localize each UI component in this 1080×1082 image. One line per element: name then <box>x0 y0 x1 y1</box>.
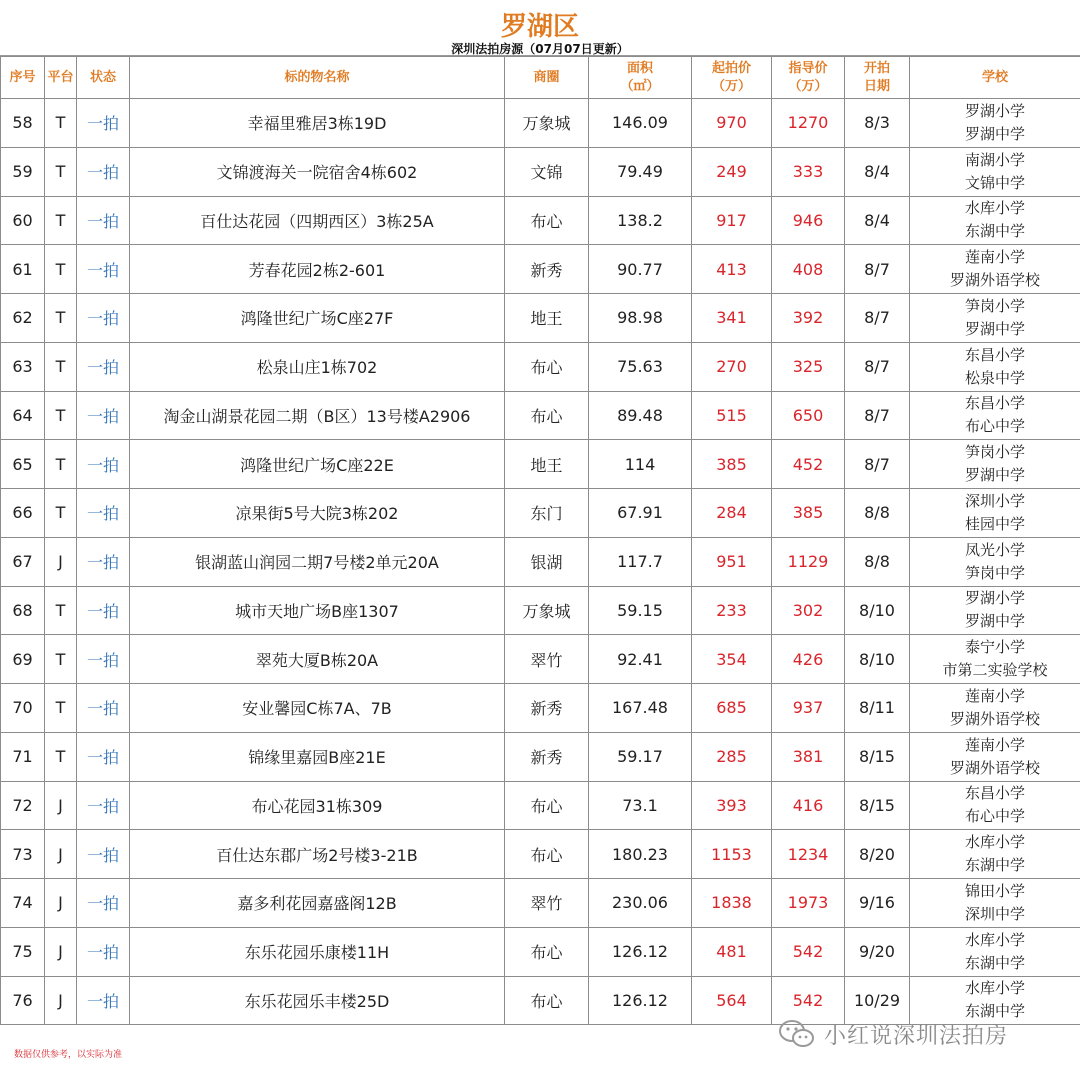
cell-status: 一拍 <box>77 342 130 391</box>
cell-name: 翠苑大厦B栋20A <box>130 635 505 684</box>
cell-seq: 65 <box>1 440 45 489</box>
cell-status: 一拍 <box>77 99 130 148</box>
cell-seq: 74 <box>1 879 45 928</box>
cell-name: 百仕达东郡广场2号楼3-21B <box>130 830 505 879</box>
cell-seq: 59 <box>1 147 45 196</box>
cell-area: 114 <box>589 440 692 489</box>
cell-school <box>910 732 1080 781</box>
cell-platform: T <box>45 391 77 440</box>
col-header-seq: 序号 <box>1 57 45 99</box>
table-row <box>1 391 1080 440</box>
cell-start-price: 951 <box>692 537 772 586</box>
cell-start-price: 970 <box>692 99 772 148</box>
cell-seq: 71 <box>1 732 45 781</box>
cell-date: 8/8 <box>845 537 910 586</box>
table-row <box>1 294 1080 343</box>
cell-status: 一拍 <box>77 147 130 196</box>
cell-status: 一拍 <box>77 245 130 294</box>
cell-guide-price: 385 <box>772 489 845 538</box>
cell-name: 锦缘里嘉园B座21E <box>130 732 505 781</box>
cell-status: 一拍 <box>77 927 130 976</box>
cell-date: 8/20 <box>845 830 910 879</box>
watermark <box>778 1018 1008 1050</box>
col-header-district: 商圈 <box>505 57 589 99</box>
cell-start-price: 1153 <box>692 830 772 879</box>
cell-name: 城市天地广场B座1307 <box>130 586 505 635</box>
table-row <box>1 927 1080 976</box>
cell-school <box>910 586 1080 635</box>
cell-district: 新秀 <box>505 245 589 294</box>
cell-guide-price: 542 <box>772 976 845 1025</box>
cell-district: 新秀 <box>505 732 589 781</box>
school-primary: 东昌小学 <box>964 345 1025 364</box>
cell-area: 126.12 <box>589 976 692 1025</box>
cell-district: 地王 <box>505 294 589 343</box>
cell-area: 90.77 <box>589 245 692 294</box>
school-secondary: 市第二实验学校 <box>942 661 1048 680</box>
table-row <box>1 440 1080 489</box>
cell-seq: 58 <box>1 99 45 148</box>
cell-platform: T <box>45 294 77 343</box>
cell-name: 幸福里雅居3栋19D <box>130 99 505 148</box>
cell-platform: T <box>45 440 77 489</box>
cell-district: 文锦 <box>505 147 589 196</box>
cell-guide-price: 325 <box>772 342 845 391</box>
cell-platform: T <box>45 147 77 196</box>
cell-school <box>910 147 1080 196</box>
cell-area: 146.09 <box>589 99 692 148</box>
table-row <box>1 245 1080 294</box>
cell-status: 一拍 <box>77 586 130 635</box>
school-secondary: 罗湖中学 <box>964 466 1025 485</box>
cell-start-price: 1838 <box>692 879 772 928</box>
cell-seq: 66 <box>1 489 45 538</box>
cell-start-price: 354 <box>692 635 772 684</box>
cell-platform: T <box>45 99 77 148</box>
header-row <box>1 57 1080 99</box>
cell-school <box>910 440 1080 489</box>
cell-platform: T <box>45 245 77 294</box>
school-secondary: 布心中学 <box>964 417 1025 436</box>
col-header-start-price: 起拍价 （万） <box>692 57 772 99</box>
cell-status: 一拍 <box>77 391 130 440</box>
cell-status: 一拍 <box>77 976 130 1025</box>
cell-name: 嘉多利花园嘉盛阁12B <box>130 879 505 928</box>
cell-guide-price: 302 <box>772 586 845 635</box>
cell-platform: T <box>45 586 77 635</box>
school-secondary: 松泉中学 <box>964 368 1025 387</box>
cell-guide-price: 1270 <box>772 99 845 148</box>
col-header-date: 开拍 日期 <box>845 57 910 99</box>
table-row <box>1 684 1080 733</box>
cell-school <box>910 927 1080 976</box>
cell-guide-price: 946 <box>772 196 845 245</box>
cell-start-price: 564 <box>692 976 772 1025</box>
cell-status: 一拍 <box>77 732 130 781</box>
cell-date: 10/29 <box>845 976 910 1025</box>
school-secondary: 东湖中学 <box>964 953 1025 972</box>
school-secondary: 罗湖外语学校 <box>949 709 1040 728</box>
cell-school <box>910 537 1080 586</box>
table-row <box>1 489 1080 538</box>
cell-name: 鸿隆世纪广场C座27F <box>130 294 505 343</box>
cell-date: 8/7 <box>845 391 910 440</box>
cell-seq: 70 <box>1 684 45 733</box>
cell-area: 79.49 <box>589 147 692 196</box>
cell-platform: T <box>45 342 77 391</box>
cell-platform: J <box>45 879 77 928</box>
cell-area: 75.63 <box>589 342 692 391</box>
cell-school <box>910 342 1080 391</box>
table-row <box>1 586 1080 635</box>
cell-district: 万象城 <box>505 586 589 635</box>
cell-date: 8/15 <box>845 732 910 781</box>
cell-platform: J <box>45 781 77 830</box>
school-primary: 东昌小学 <box>964 394 1025 413</box>
cell-district: 布心 <box>505 781 589 830</box>
cell-seq: 75 <box>1 927 45 976</box>
cell-district: 布心 <box>505 391 589 440</box>
cell-seq: 67 <box>1 537 45 586</box>
cell-district: 布心 <box>505 927 589 976</box>
cell-area: 167.48 <box>589 684 692 733</box>
cell-status: 一拍 <box>77 440 130 489</box>
cell-seq: 64 <box>1 391 45 440</box>
cell-district: 翠竹 <box>505 635 589 684</box>
table-row <box>1 537 1080 586</box>
school-primary: 莲南小学 <box>964 735 1025 754</box>
cell-start-price: 284 <box>692 489 772 538</box>
cell-name: 文锦渡海关一院宿舍4栋602 <box>130 147 505 196</box>
school-primary: 东昌小学 <box>964 784 1025 803</box>
school-primary: 莲南小学 <box>964 686 1025 705</box>
cell-start-price: 917 <box>692 196 772 245</box>
cell-name: 芳春花园2栋2-601 <box>130 245 505 294</box>
school-primary: 笋岗小学 <box>964 296 1025 315</box>
cell-area: 59.15 <box>589 586 692 635</box>
cell-name: 安业馨园C栋7A、7B <box>130 684 505 733</box>
cell-district: 布心 <box>505 342 589 391</box>
cell-guide-price: 1234 <box>772 830 845 879</box>
cell-seq: 61 <box>1 245 45 294</box>
cell-district: 新秀 <box>505 684 589 733</box>
table-row <box>1 147 1080 196</box>
cell-area: 180.23 <box>589 830 692 879</box>
cell-seq: 60 <box>1 196 45 245</box>
table-row <box>1 635 1080 684</box>
page-title: 罗湖区 <box>500 12 579 42</box>
cell-platform: T <box>45 489 77 538</box>
cell-district: 银湖 <box>505 537 589 586</box>
cell-school <box>910 196 1080 245</box>
cell-status: 一拍 <box>77 830 130 879</box>
col-header-school: 学校 <box>910 57 1080 99</box>
cell-area: 230.06 <box>589 879 692 928</box>
cell-platform: T <box>45 732 77 781</box>
cell-school <box>910 294 1080 343</box>
cell-name: 松泉山庄1栋702 <box>130 342 505 391</box>
school-secondary: 桂园中学 <box>964 514 1025 533</box>
cell-date: 8/4 <box>845 147 910 196</box>
page-subtitle: 深圳法拍房源（07月07日更新） <box>451 42 629 56</box>
school-primary: 凤光小学 <box>964 540 1025 559</box>
cell-area: 126.12 <box>589 927 692 976</box>
cell-guide-price: 392 <box>772 294 845 343</box>
wechat-icon <box>778 1019 816 1049</box>
cell-name: 鸿隆世纪广场C座22E <box>130 440 505 489</box>
cell-area: 138.2 <box>589 196 692 245</box>
cell-date: 8/15 <box>845 781 910 830</box>
cell-area: 59.17 <box>589 732 692 781</box>
cell-platform: J <box>45 537 77 586</box>
cell-start-price: 515 <box>692 391 772 440</box>
cell-date: 9/16 <box>845 879 910 928</box>
school-secondary: 东湖中学 <box>964 1002 1025 1021</box>
watermark-text: 小红说深圳法拍房 <box>824 1023 1009 1049</box>
school-primary: 莲南小学 <box>964 248 1025 267</box>
cell-seq: 73 <box>1 830 45 879</box>
table-row <box>1 99 1080 148</box>
school-primary: 水库小学 <box>964 979 1025 998</box>
cell-start-price: 685 <box>692 684 772 733</box>
listing-table <box>0 56 1080 1025</box>
table-row <box>1 196 1080 245</box>
school-primary: 深圳小学 <box>964 491 1025 510</box>
cell-district: 东门 <box>505 489 589 538</box>
cell-date: 8/8 <box>845 489 910 538</box>
cell-seq: 69 <box>1 635 45 684</box>
col-header-name: 标的物名称 <box>130 57 505 99</box>
school-primary: 罗湖小学 <box>964 101 1025 120</box>
cell-seq: 62 <box>1 294 45 343</box>
cell-guide-price: 542 <box>772 927 845 976</box>
school-primary: 水库小学 <box>964 833 1025 852</box>
cell-area: 117.7 <box>589 537 692 586</box>
cell-date: 8/7 <box>845 294 910 343</box>
school-primary: 水库小学 <box>964 199 1025 218</box>
cell-start-price: 481 <box>692 927 772 976</box>
school-secondary: 罗湖外语学校 <box>949 271 1040 290</box>
school-secondary: 罗湖外语学校 <box>949 758 1040 777</box>
cell-school <box>910 391 1080 440</box>
school-primary: 锦田小学 <box>964 881 1025 900</box>
cell-school <box>910 781 1080 830</box>
cell-guide-price: 426 <box>772 635 845 684</box>
cell-guide-price: 1973 <box>772 879 845 928</box>
cell-area: 67.91 <box>589 489 692 538</box>
cell-platform: T <box>45 684 77 733</box>
cell-status: 一拍 <box>77 684 130 733</box>
disclaimer-note: 数据仅供参考，以实际为准 <box>14 1050 123 1060</box>
col-header-guide-price: 指导价 （万） <box>772 57 845 99</box>
cell-district: 布心 <box>505 196 589 245</box>
school-primary: 泰宁小学 <box>964 638 1025 657</box>
col-header-area: 面积 （㎡） <box>589 57 692 99</box>
school-secondary: 罗湖中学 <box>964 319 1025 338</box>
school-secondary: 罗湖中学 <box>964 612 1025 631</box>
cell-seq: 72 <box>1 781 45 830</box>
school-secondary: 罗湖中学 <box>964 124 1025 143</box>
school-secondary: 东湖中学 <box>964 222 1025 241</box>
cell-date: 8/11 <box>845 684 910 733</box>
school-secondary: 深圳中学 <box>964 904 1025 923</box>
cell-date: 8/7 <box>845 440 910 489</box>
school-primary: 笋岗小学 <box>964 443 1025 462</box>
school-secondary: 文锦中学 <box>964 173 1025 192</box>
cell-start-price: 341 <box>692 294 772 343</box>
col-header-platform: 平台 <box>45 57 77 99</box>
col-header-status: 状态 <box>77 57 130 99</box>
cell-district: 地王 <box>505 440 589 489</box>
cell-platform: J <box>45 830 77 879</box>
cell-guide-price: 650 <box>772 391 845 440</box>
cell-date: 8/10 <box>845 586 910 635</box>
cell-name: 银湖蓝山润园二期7号楼2单元20A <box>130 537 505 586</box>
cell-district: 布心 <box>505 830 589 879</box>
cell-area: 98.98 <box>589 294 692 343</box>
cell-date: 9/20 <box>845 927 910 976</box>
cell-platform: J <box>45 927 77 976</box>
table-row <box>1 879 1080 928</box>
cell-start-price: 233 <box>692 586 772 635</box>
cell-status: 一拍 <box>77 294 130 343</box>
cell-seq: 63 <box>1 342 45 391</box>
cell-date: 8/10 <box>845 635 910 684</box>
cell-guide-price: 381 <box>772 732 845 781</box>
cell-school <box>910 879 1080 928</box>
table-row <box>1 781 1080 830</box>
cell-area: 89.48 <box>589 391 692 440</box>
cell-name: 凉果街5号大院3栋202 <box>130 489 505 538</box>
cell-seq: 76 <box>1 976 45 1025</box>
cell-date: 8/4 <box>845 196 910 245</box>
cell-name: 百仕达花园（四期西区）3栋25A <box>130 196 505 245</box>
cell-name: 布心花园31栋309 <box>130 781 505 830</box>
school-primary: 水库小学 <box>964 930 1025 949</box>
cell-status: 一拍 <box>77 489 130 538</box>
table-row <box>1 830 1080 879</box>
title-block <box>0 0 1080 56</box>
cell-date: 8/7 <box>845 245 910 294</box>
table-row <box>1 732 1080 781</box>
cell-area: 73.1 <box>589 781 692 830</box>
school-secondary: 东湖中学 <box>964 856 1025 875</box>
cell-start-price: 393 <box>692 781 772 830</box>
school-secondary: 布心中学 <box>964 807 1025 826</box>
cell-school <box>910 684 1080 733</box>
cell-school <box>910 489 1080 538</box>
table-row <box>1 342 1080 391</box>
cell-status: 一拍 <box>77 879 130 928</box>
cell-area: 92.41 <box>589 635 692 684</box>
cell-start-price: 413 <box>692 245 772 294</box>
school-primary: 罗湖小学 <box>964 589 1025 608</box>
cell-start-price: 270 <box>692 342 772 391</box>
cell-platform: T <box>45 196 77 245</box>
cell-platform: J <box>45 976 77 1025</box>
cell-start-price: 249 <box>692 147 772 196</box>
cell-school <box>910 99 1080 148</box>
cell-name: 东乐花园乐丰楼25D <box>130 976 505 1025</box>
cell-guide-price: 416 <box>772 781 845 830</box>
cell-district: 万象城 <box>505 99 589 148</box>
cell-school <box>910 830 1080 879</box>
cell-district: 翠竹 <box>505 879 589 928</box>
cell-date: 8/7 <box>845 342 910 391</box>
cell-guide-price: 452 <box>772 440 845 489</box>
cell-guide-price: 333 <box>772 147 845 196</box>
cell-guide-price: 408 <box>772 245 845 294</box>
cell-status: 一拍 <box>77 635 130 684</box>
cell-start-price: 385 <box>692 440 772 489</box>
cell-status: 一拍 <box>77 781 130 830</box>
cell-date: 8/3 <box>845 99 910 148</box>
cell-status: 一拍 <box>77 537 130 586</box>
cell-platform: T <box>45 635 77 684</box>
cell-guide-price: 1129 <box>772 537 845 586</box>
cell-status: 一拍 <box>77 196 130 245</box>
cell-start-price: 285 <box>692 732 772 781</box>
cell-seq: 68 <box>1 586 45 635</box>
cell-school <box>910 245 1080 294</box>
school-secondary: 笋岗中学 <box>964 563 1025 582</box>
school-primary: 南湖小学 <box>964 150 1025 169</box>
cell-name: 东乐花园乐康楼11H <box>130 927 505 976</box>
cell-name: 淘金山湖景花园二期（B区）13号楼A2906 <box>130 391 505 440</box>
cell-school <box>910 635 1080 684</box>
cell-guide-price: 937 <box>772 684 845 733</box>
cell-district: 布心 <box>505 976 589 1025</box>
